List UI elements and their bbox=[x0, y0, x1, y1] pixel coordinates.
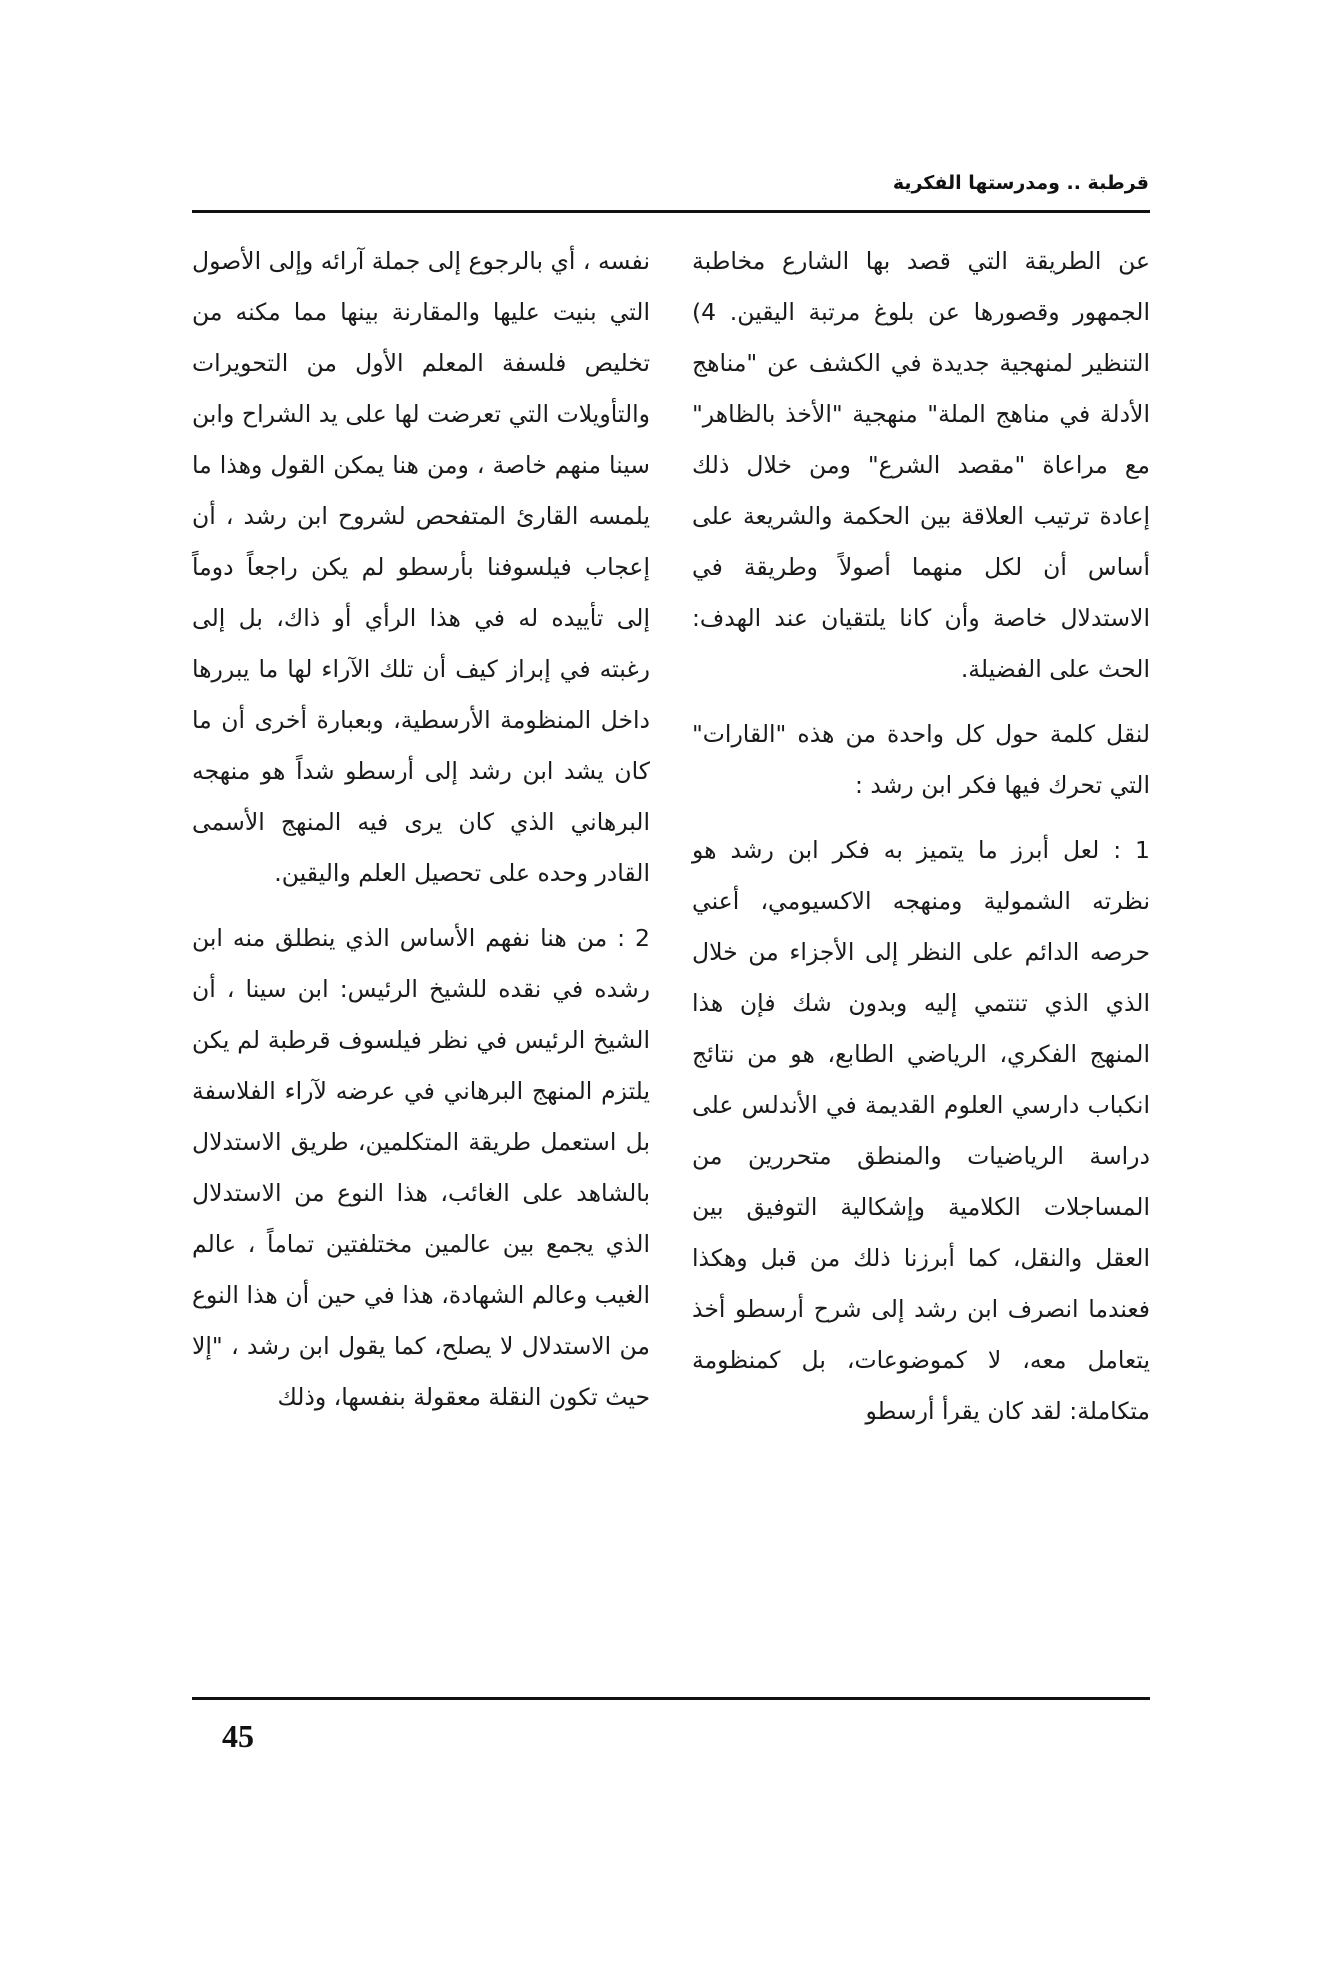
running-header bbox=[893, 172, 1149, 194]
paragraph: نفسه ، أي بالرجوع إلى جملة آرائه وإلى الأصول التي بنيت عليها والمقارنة بينها مما مكنه من تخليص فلسفة المعلم الأول من التحويرات والتأويلات التي تعرضت لها على يد الشراح وابن سينا منهم خاصة ، ومن هنا يمكن القول وهذا ما يلمسه القارئ المتفحص لشروح ابن رشد ، أن إعجاب فيلسوفنا بأرسطو لم يكن راجعاً دوماً إلى تأييده له في هذا الرأي أو ذاك، بل إلى رغبته في إبراز كيف أن تلك الآراء لها ما يبررها داخل المنظومة الأرسطية، وبعبارة أخرى أن ما كان يشد ابن رشد إلى أرسطو شداً هو منهجه البرهاني الذي كان يرى فيه المنهج الأسمى القادر وحده على تحصيل العلم واليقين. bbox=[192, 247, 650, 887]
text-column-left bbox=[192, 236, 650, 1423]
footer-rule bbox=[192, 1697, 1150, 1700]
page-number: 45 bbox=[222, 1718, 254, 1754]
paragraph: 1 : لعل أبرز ما يتميز به فكر ابن رشد هو نظرته الشمولية ومنهجه الاكسيومي، أعني حرصه الدائم على النظر إلى الأجزاء من خلال الذي الذي تنتمي إليه وبدون شك فإن هذا المنهج الفكري، الرياضي الطابع، هو من نتائج انكباب دارسي العلوم القديمة في الأندلس على دراسة الرياضيات والمنطق متحررين من المساجلات الكلامية وإشكالية التوفيق بين العقل والنقل، كما أبرزنا ذلك من قبل وهكذا فعندما انصرف ابن رشد إلى شرح أرسطو أخذ يتعامل معه، لا كموضوعات، بل كمنظومة متكاملة: لقد كان يقرأ أرسطو bbox=[692, 836, 1150, 1425]
paragraph: لنقل كلمة حول كل واحدة من هذه "القارات" التي تحرك فيها فكر ابن رشد : bbox=[692, 720, 1150, 799]
paragraph: 2 : من هنا نفهم الأساس الذي ينطلق منه ابن رشده في نقده للشيخ الرئيس: ابن سينا ، أن الشيخ الرئيس في نظر فيلسوف قرطبة لم يكن يلتزم المنهج البرهاني في عرضه لآراء الفلاسفة بل استعمل طريقة المتكلمين، طريق الاستدلال بالشاهد على الغائب، هذا النوع من الاستدلال الذي يجمع بين عالمين مختلفتين تماماً ، عالم الغيب وعالم الشهادة، هذا في حين أن هذا النوع من الاستدلال لا يصلح، كما يقول ابن رشد ، "إلا حيث تكون النقلة معقولة بنفسها، وذلك bbox=[192, 924, 650, 1411]
header-rule bbox=[192, 210, 1150, 213]
paragraph: عن الطريقة التي قصد بها الشارع مخاطبة الجمهور وقصورها عن بلوغ مرتبة اليقين. 4) التنظير لمنهجية جديدة في الكشف عن "مناهج الأدلة في مناهج الملة" منهجية "الأخذ بالظاهر" مع مراعاة "مقصد الشرع" ومن خلال ذلك إعادة ترتيب العلاقة بين الحكمة والشريعة على أساس أن لكل منهما أصولاً وطريقة في الاستدلال خاصة وأن كانا يلتقيان عند الهدف: الحث على الفضيلة. bbox=[692, 247, 1150, 683]
running-title: قرطبة .. ومدرستها الفكرية bbox=[892, 172, 1149, 194]
text-column-right bbox=[692, 236, 1150, 1437]
